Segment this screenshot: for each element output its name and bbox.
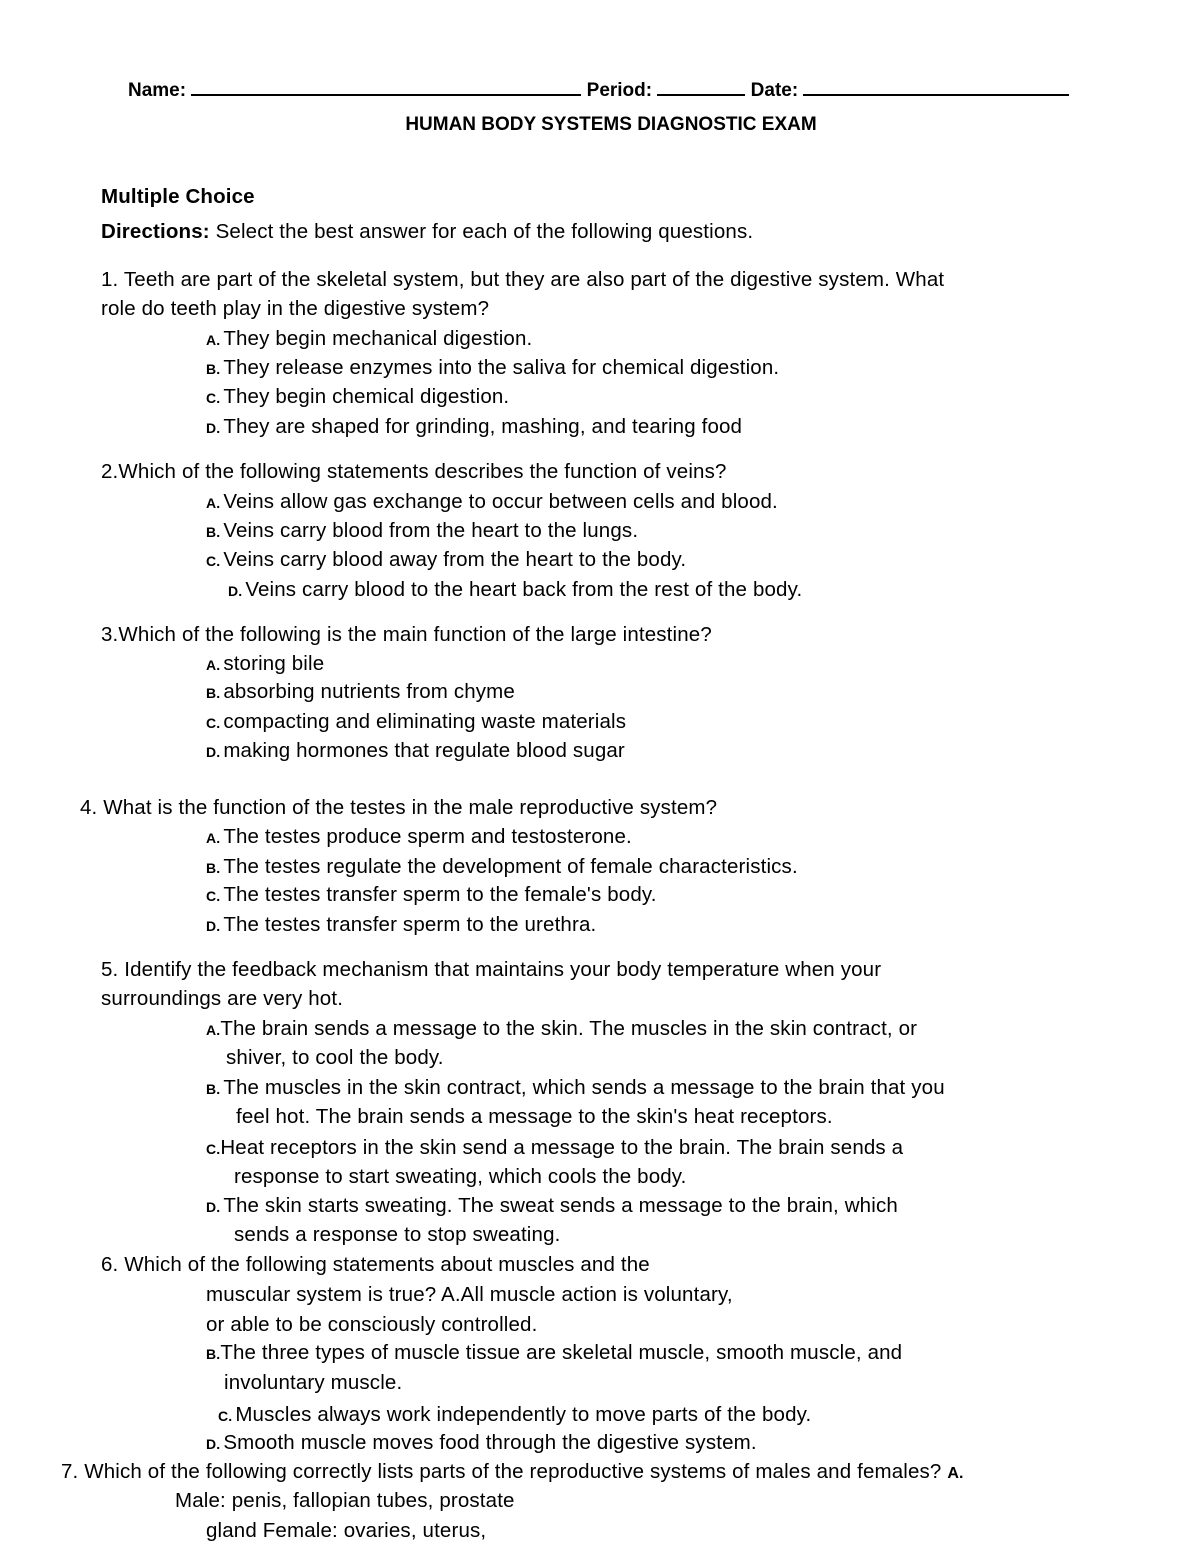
date-label: Date: <box>750 80 799 101</box>
question-6-option-b[interactable]: B.The three types of muscle tissue are skeletal muscle, smooth muscle, and <box>206 1341 903 1364</box>
period-label: Period: <box>586 80 653 101</box>
question-4-stem: 4. What is the function of the testes in the male reproductive system? <box>80 796 718 819</box>
question-6-stem-line-2: muscular system is true? A.All muscle action is voluntary, <box>206 1283 733 1306</box>
question-5-option-d[interactable]: D. The skin starts sweating. The sweat sends a message to the brain, which <box>206 1194 898 1217</box>
question-7-option-a-line-2: gland Female: ovaries, uterus, <box>206 1519 487 1542</box>
name-blank[interactable] <box>191 76 581 96</box>
question-5-stem-line-2: surroundings are very hot. <box>101 987 344 1010</box>
question-4-option-b[interactable]: B. The testes regulate the development of female characteristics. <box>206 855 798 878</box>
question-5-option-d-cont: sends a response to stop sweating. <box>234 1223 561 1246</box>
question-5-option-b[interactable]: B. The muscles in the skin contract, which sends a message to the brain that you <box>206 1076 945 1099</box>
directions-label: Directions: <box>101 220 210 243</box>
question-3-option-d[interactable]: D. making hormones that regulate blood sugar <box>206 739 625 762</box>
directions <box>101 220 753 244</box>
exam-title: HUMAN BODY SYSTEMS DIAGNOSTIC EXAM <box>405 114 817 135</box>
question-5-stem-line-1: 5. Identify the feedback mechanism that maintains your body temperature when your <box>101 958 882 981</box>
question-4-option-d[interactable]: D. The testes transfer sperm to the urethra. <box>206 913 597 936</box>
question-7-stem: 7. Which of the following correctly lists parts of the reproductive systems of males and females? A. <box>61 1460 964 1483</box>
question-6-stem-line-1: 6. Which of the following statements about muscles and the <box>101 1253 650 1276</box>
question-3-option-a[interactable]: A. storing bile <box>206 652 325 675</box>
question-1-option-c[interactable]: C. They begin chemical digestion. <box>206 385 510 408</box>
question-5-option-b-cont: feel hot. The brain sends a message to the skin's heat receptors. <box>236 1105 833 1128</box>
question-2-option-d[interactable]: D. Veins carry blood to the heart back from the rest of the body. <box>228 578 803 601</box>
question-2-option-a[interactable]: A. Veins allow gas exchange to occur between cells and blood. <box>206 490 778 513</box>
question-1-option-a[interactable]: A. They begin mechanical digestion. <box>206 327 533 350</box>
period-blank[interactable] <box>657 76 745 96</box>
question-6-option-c[interactable]: C. Muscles always work independently to move parts of the body. <box>218 1403 812 1426</box>
exam-header <box>128 76 1069 102</box>
question-2-option-b[interactable]: B. Veins carry blood from the heart to the lungs. <box>206 519 639 542</box>
question-7-option-a-line-1: Male: penis, fallopian tubes, prostate <box>175 1489 515 1512</box>
question-4-option-a[interactable]: A. The testes produce sperm and testosterone. <box>206 825 632 848</box>
question-7-option-a-letter: A. <box>947 1465 964 1482</box>
question-6-option-d[interactable]: D. Smooth muscle moves food through the digestive system. <box>206 1431 757 1454</box>
question-3-stem: 3.Which of the following is the main function of the large intestine? <box>101 623 712 646</box>
section-heading: Multiple Choice <box>101 185 255 208</box>
question-1-option-d[interactable]: D. They are shaped for grinding, mashing, and tearing food <box>206 415 743 438</box>
date-blank[interactable] <box>803 76 1069 96</box>
question-2-option-c[interactable]: C. Veins carry blood away from the heart to the body. <box>206 548 687 571</box>
question-1-stem-line-2: role do teeth play in the digestive system? <box>101 297 490 320</box>
question-5-option-a[interactable]: A.The brain sends a message to the skin. The muscles in the skin contract, or <box>206 1017 918 1040</box>
question-1-stem-line-1: 1. Teeth are part of the skeletal system, but they are also part of the digestive system. What <box>101 268 945 291</box>
question-2-stem: 2.Which of the following statements describes the function of veins? <box>101 460 727 483</box>
question-3-option-b[interactable]: B. absorbing nutrients from chyme <box>206 680 515 703</box>
question-6-option-b-cont: involuntary muscle. <box>224 1371 403 1394</box>
question-4-option-c[interactable]: C. The testes transfer sperm to the female's body. <box>206 883 657 906</box>
question-5-option-c[interactable]: C.Heat receptors in the skin send a message to the brain. The brain sends a <box>206 1136 904 1159</box>
question-6-stem-line-3: or able to be consciously controlled. <box>206 1313 538 1336</box>
question-5-option-a-cont: shiver, to cool the body. <box>226 1046 444 1069</box>
question-3-option-c[interactable]: C. compacting and eliminating waste materials <box>206 710 627 733</box>
question-1-option-b[interactable]: B. They release enzymes into the saliva for chemical digestion. <box>206 356 780 379</box>
question-5-option-c-cont: response to start sweating, which cools the body. <box>234 1165 687 1188</box>
directions-text: Select the best answer for each of the following questions. <box>209 220 754 243</box>
name-label: Name: <box>128 80 187 101</box>
